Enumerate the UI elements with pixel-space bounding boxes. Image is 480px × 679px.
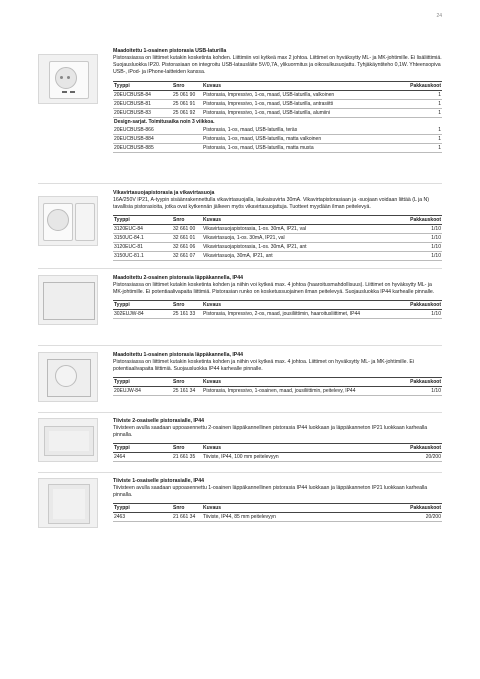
cell-description: Pistorasia, 1-os, maad, USB-laturilla, teräs	[202, 126, 400, 135]
col-header-type: Tyyppi	[113, 216, 172, 225]
col-header-snro: Snro	[172, 378, 202, 387]
cell-type: 3150UC-84.1	[113, 234, 172, 243]
cell-pack: 20/200	[400, 513, 442, 522]
cell-description: Pistorasia, Impressivo, 2-os, maad, jousiliittimin, haaroitusliittimet, IP44	[202, 310, 400, 319]
cell-description: Pistorasia, 1-os, maad, USB-laturilla, matta valkoinen	[202, 134, 400, 143]
col-header-pack: Pakkauskoot	[400, 444, 442, 453]
col-header-snro: Snro	[172, 81, 202, 90]
section-divider	[38, 472, 442, 473]
cell-pack: 20/200	[400, 453, 442, 462]
product-image-single-ip44	[38, 352, 98, 402]
col-header-snro: Snro	[172, 301, 202, 310]
cell-description: Vikavirtasuoja, 30mA, IP21, ant	[202, 252, 400, 261]
cell-snro	[172, 143, 202, 152]
table-row	[113, 126, 442, 135]
col-header-pack: Pakkauskoot	[400, 504, 442, 513]
section-title: Tiiviste 2-osaiselle pistorasialle, IP44	[113, 418, 205, 424]
table-row	[113, 387, 442, 396]
table-row	[113, 513, 442, 522]
col-header-description: Kuvaus	[202, 504, 400, 513]
cell-snro: 25 061 91	[172, 99, 202, 108]
col-header-pack: Pakkauskoot	[400, 216, 442, 225]
table-row	[113, 99, 442, 108]
product-table	[113, 503, 442, 522]
product-table	[113, 81, 442, 153]
product-image-usb-socket	[38, 54, 98, 104]
cell-snro	[172, 126, 202, 135]
product-table	[113, 300, 442, 319]
cell-type: 20EUCBUSB-83	[113, 108, 172, 117]
cell-description: Tiiviste, IP44, 100 mm peitelevyyn	[202, 453, 400, 462]
cell-pack: 1	[400, 126, 442, 135]
cell-pack: 1/10	[400, 243, 442, 252]
table-subheading-row	[113, 117, 442, 126]
cell-snro: 25 061 90	[172, 90, 202, 99]
section-description: Pistorasiassa on liittimet kutakin kosketinta kohden ja niihin voi kytkeä max. 4 johtoa. Liittimet on hyväksytty ML- ja MK-johtimille. Ei potentiaalivapaita liittimiä. Suojausluokka IP44 karhealle pinnalle.	[113, 359, 415, 373]
cell-type: 3120EUC-84	[113, 225, 172, 234]
table-row	[113, 143, 442, 152]
cell-description: Vikavirtasuoja, 1-os. 30mA, IP21, val	[202, 234, 400, 243]
cell-pack: 1/10	[400, 234, 442, 243]
cell-description: Pistorasia, Impressivo, 1-osainen, maad, jousiliittimin, peitelevy, IP44	[202, 387, 400, 396]
cell-description: Pistorasia, Impressivo, 1-os, maad, USB-laturilla, alumiini	[202, 108, 400, 117]
cell-type: 302EUJW-84	[113, 310, 172, 319]
col-header-type: Tyyppi	[113, 378, 172, 387]
cell-pack: 1/10	[400, 387, 442, 396]
section-divider	[38, 412, 442, 413]
cell-description: Pistorasia, 1-os, maad, USB-laturilla, matta musta	[202, 143, 400, 152]
col-header-pack: Pakkauskoot	[400, 81, 442, 90]
col-header-snro: Snro	[172, 504, 202, 513]
col-header-description: Kuvaus	[202, 378, 400, 387]
col-header-description: Kuvaus	[202, 444, 400, 453]
cell-description: Pistorasia, Impressivo, 1-os, maad, USB-laturilla, valkoinen	[202, 90, 400, 99]
table-row	[113, 90, 442, 99]
section-title: Maadoitettu 1-osainen pistorasia USB-laturilla	[113, 48, 227, 54]
table-row	[113, 134, 442, 143]
cell-snro	[172, 134, 202, 143]
cell-description: Tiiviste, IP44, 85 mm peitelevyyn	[202, 513, 400, 522]
section-description: Pistorasiassa on liittimet kutakin kosketinta kohden ja niihin voi kytkeä max. 4 johtoa (haaroitusmahdollisuus). Liittimet on hyväksytty ML- ja MK-johtimille. Ei potentiaalivapaita liittimiä. Pistorasian runko on kosketussuojainen ilman peitelevyä. Suojausluokka IP44 karhealle pinnalle.	[113, 282, 435, 296]
cell-type: 2464	[113, 453, 172, 462]
page-number: 24	[436, 13, 442, 19]
cell-pack: 1	[400, 134, 442, 143]
table-row	[113, 252, 442, 261]
table-row	[113, 310, 442, 319]
col-header-type: Tyyppi	[113, 301, 172, 310]
cell-pack: 1/10	[400, 252, 442, 261]
cell-pack: 1/10	[400, 225, 442, 234]
cell-snro: 32 661 00	[172, 225, 202, 234]
col-header-snro: Snro	[172, 444, 202, 453]
product-table	[113, 443, 442, 462]
cell-pack: 1/10	[400, 310, 442, 319]
product-image-seal-double	[38, 418, 98, 462]
cell-pack: 1	[400, 90, 442, 99]
product-image-seal-single	[38, 478, 98, 528]
cell-description: Vikavirtasuojapistorasia, 1-os. 30mA, IP21, val	[202, 225, 400, 234]
cell-snro: 32 661 06	[172, 243, 202, 252]
cell-type: 3120EUC-81	[113, 243, 172, 252]
product-image-double-ip44	[38, 275, 98, 325]
section-title: Maadoitettu 2-osainen pistorasia läppäkannella, IP44	[113, 275, 244, 281]
cell-type: 2463	[113, 513, 172, 522]
col-header-type: Tyyppi	[113, 444, 172, 453]
col-header-description: Kuvaus	[202, 81, 400, 90]
section-divider	[38, 345, 442, 346]
cell-type: 20EUJW-84	[113, 387, 172, 396]
product-image-rcd	[38, 196, 98, 246]
cell-snro: 21 661 34	[172, 513, 202, 522]
cell-pack: 1	[400, 108, 442, 117]
cell-snro: 32 661 07	[172, 252, 202, 261]
table-row	[113, 243, 442, 252]
section-description: Pistorasiassa on liittimet kutakin kosketinta kohden. Liittimiin voi kytkeä max 2 johtoa. Liittimet on hyväksytty ML- ja MK-johtimille. Ei lisäliittimiä. Suojausluokka IP20. Pistorasiaan on integroitu USB-latausläite 5V/0,7A, ylikuormitus ja oikosulkusuojattu. Tyhjäkäyntiteho 0,1W. Yhteensopiva USB-, iPod- ja iPhone-laitteiden kanssa.	[113, 55, 442, 76]
cell-type: 20EUCBUSB-84	[113, 90, 172, 99]
table-row	[113, 225, 442, 234]
cell-snro: 25 161 34	[172, 387, 202, 396]
product-table	[113, 377, 442, 396]
col-header-pack: Pakkauskoot	[400, 301, 442, 310]
col-header-description: Kuvaus	[202, 216, 400, 225]
table-row	[113, 453, 442, 462]
cell-snro: 25 161 33	[172, 310, 202, 319]
product-table	[113, 215, 442, 261]
cell-description: Pistorasia, Impressivo, 1-os, maad, USB-laturilla, antrasiitti	[202, 99, 400, 108]
table-row	[113, 234, 442, 243]
section-description: Tiivisteen avulla saadaan uppoasennettu 2-osainen läppäkannellinen pistorasia IP44 luokkaan ja läppäkanneton IP21 luokkaan karhealla pinnalla.	[113, 425, 428, 439]
table-row	[113, 108, 442, 117]
cell-snro: 32 661 01	[172, 234, 202, 243]
cell-snro: 25 061 92	[172, 108, 202, 117]
cell-snro: 21 661 35	[172, 453, 202, 462]
cell-type: 20EUCBUSB-866	[113, 126, 172, 135]
section-description: Tiivisteen avulla saadaan uppoasennettu 1-osainen läppäkannellinen pistorasia IP44 luokkaan ja läppäkanneton IP21 luokkaan karhealla pinnalla.	[113, 485, 428, 499]
col-header-type: Tyyppi	[113, 504, 172, 513]
cell-type: 20EUCBUSB-81	[113, 99, 172, 108]
cell-type: 20EUCBUSB-885	[113, 143, 172, 152]
col-header-pack: Pakkauskoot	[400, 378, 442, 387]
section-divider	[38, 183, 442, 184]
col-header-description: Kuvaus	[202, 301, 400, 310]
cell-pack: 1	[400, 99, 442, 108]
col-header-snro: Snro	[172, 216, 202, 225]
section-divider	[38, 268, 442, 269]
section-title: Maadoitettu 1-osainen pistorasia läppäkannella, IP44	[113, 352, 244, 358]
section-description: 16A/250V IP21, A-tyypin sisäänrakennettulla vikavirtasuojalla, laukaisuvirta 30mA. Vikavirtapistorasiaan ja -suojaan voidaan liittää (L ja N) tavallisia pistorasioita, jotka ovat kytkennän jälkeen myös vikavirtasuojattuja. Tuotteet myydään ilman peitelevyä.	[113, 197, 430, 211]
cell-pack: 1	[400, 143, 442, 152]
col-header-type: Tyyppi	[113, 81, 172, 90]
cell-description: Vikavirtasuojapistorasia, 1-os. 30mA, IP21, ant	[202, 243, 400, 252]
section-title: Vikavirtasuojapistorasia ja vikavirtasuoja	[113, 190, 215, 196]
table-subheading: Design-sarjat. Toimitusaika noin 3 viikkoa.	[114, 118, 215, 125]
section-title: Tiiviste 1-osaiselle pistorasialle, IP44	[113, 478, 205, 484]
cell-type: 3150UC-81.1	[113, 252, 172, 261]
cell-type: 20EUCBUSB-884	[113, 134, 172, 143]
